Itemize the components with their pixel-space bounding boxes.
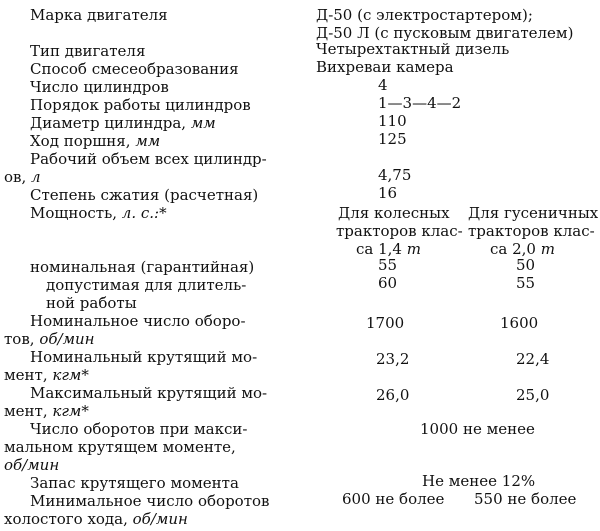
mixing-label: Способ смесеобразования — [30, 60, 239, 78]
tracked-class-text: са 2,0 — [490, 240, 536, 258]
nominal-torque-label-line2 — [4, 366, 89, 384]
wheeled-tractors-line1: Для колесных — [338, 204, 450, 222]
idle-rpm-label-line2 — [4, 510, 188, 528]
displacement-label-text: ов, — [4, 168, 27, 186]
stroke-unit: мм — [135, 132, 161, 150]
compression-label: Степень сжатия (расчетная) — [30, 186, 259, 204]
bore-label — [30, 114, 216, 132]
max-torque-label-line1: Максимальный крутящий мо- — [30, 384, 268, 402]
compression-value: 16 — [378, 184, 398, 202]
brand-label: Марка двигателя — [30, 6, 168, 24]
nominal-rpm-wheeled: 1700 — [366, 314, 405, 332]
bore-label-text: Диаметр цилиндра, — [30, 114, 187, 132]
nominal-rpm-label-line1: Номинальное число оборо- — [30, 312, 246, 330]
max-torque-rpm-value: 1000 не менее — [420, 420, 535, 438]
torque-reserve-label: Запас крутящего момента — [30, 474, 239, 492]
tracked-tractors-line2: тракторов клас- — [468, 222, 595, 240]
tracked-tractors-line1: Для гусеничных — [468, 204, 599, 222]
continuous-power-label-line1: допустимая для длитель- — [46, 276, 247, 294]
firing-order-label: Порядок работы цилиндров — [30, 96, 251, 114]
power-unit: л. с.:* — [121, 204, 167, 222]
idle-rpm-label-line1: Минимальное число оборотов — [30, 492, 270, 510]
max-torque-rpm-label-line1: Число оборотов при макси- — [30, 420, 248, 438]
nominal-rpm-label-line2 — [4, 330, 95, 348]
brand-value-1: Д-50 (с электростартером); — [316, 6, 533, 24]
nominal-rpm-tracked: 1600 — [500, 314, 539, 332]
firing-order-value: 1—3—4—2 — [378, 94, 462, 112]
max-torque-rpm-unit: об/мин — [4, 456, 60, 474]
displacement-label-line2 — [4, 168, 41, 186]
mixing-value: Вихреваи камера — [316, 58, 454, 76]
idle-rpm-label-text: холостого хода, — [4, 510, 128, 528]
bore-unit: мм — [190, 114, 216, 132]
nominal-torque-unit: кгм* — [52, 366, 89, 384]
stroke-label — [30, 132, 160, 150]
idle-rpm-unit: об/мин — [132, 510, 188, 528]
nominal-power-label: номинальная (гарантийная) — [30, 258, 255, 276]
idle-rpm-tracked: 550 не более — [474, 490, 577, 508]
displacement-unit: л — [31, 168, 41, 186]
engine-type-label: Тип двигателя — [30, 42, 146, 60]
nominal-torque-wheeled: 23,2 — [376, 350, 410, 368]
continuous-power-tracked: 55 — [516, 274, 536, 292]
nominal-rpm-label-text: тов, — [4, 330, 35, 348]
max-torque-label-line2 — [4, 402, 89, 420]
wheeled-tractors-line2: тракторов клас- — [336, 222, 463, 240]
max-torque-label-text: мент, — [4, 402, 48, 420]
nominal-torque-label-line1: Номинальный крутящий мо- — [30, 348, 258, 366]
torque-reserve-value: Не менее 12% — [422, 472, 536, 490]
displacement-label-line1: Рабочий объем всех цилиндр- — [30, 150, 267, 168]
power-label-text: Мощность, — [30, 204, 117, 222]
wheeled-class-unit: т — [406, 240, 421, 258]
brand-value-2: Д-50 Л (с пусковым двигателем) — [316, 24, 574, 42]
nominal-torque-tracked: 22,4 — [516, 350, 550, 368]
tracked-class-unit: т — [540, 240, 555, 258]
max-torque-wheeled: 26,0 — [376, 386, 410, 404]
nominal-power-tracked: 50 — [516, 256, 536, 274]
max-torque-rpm-label-line2: мальном крутящем моменте, — [4, 438, 236, 456]
continuous-power-wheeled: 60 — [378, 274, 398, 292]
cylinder-count-label: Число цилиндров — [30, 78, 169, 96]
wheeled-class-text: са 1,4 — [356, 240, 402, 258]
nominal-rpm-unit: об/мин — [39, 330, 95, 348]
idle-rpm-wheeled: 600 не более — [342, 490, 445, 508]
stroke-value: 125 — [378, 130, 407, 148]
max-torque-tracked: 25,0 — [516, 386, 550, 404]
displacement-value: 4,75 — [378, 166, 412, 184]
engine-type-value: Четырехтактный дизель — [316, 40, 510, 58]
bore-value: 110 — [378, 112, 407, 130]
max-torque-unit: кгм* — [52, 402, 89, 420]
power-label — [30, 204, 167, 222]
continuous-power-label-line2: ной работы — [46, 294, 137, 312]
cylinder-count-value: 4 — [378, 76, 388, 94]
nominal-power-wheeled: 55 — [378, 256, 398, 274]
nominal-torque-label-text: мент, — [4, 366, 48, 384]
stroke-label-text: Ход поршня, — [30, 132, 131, 150]
